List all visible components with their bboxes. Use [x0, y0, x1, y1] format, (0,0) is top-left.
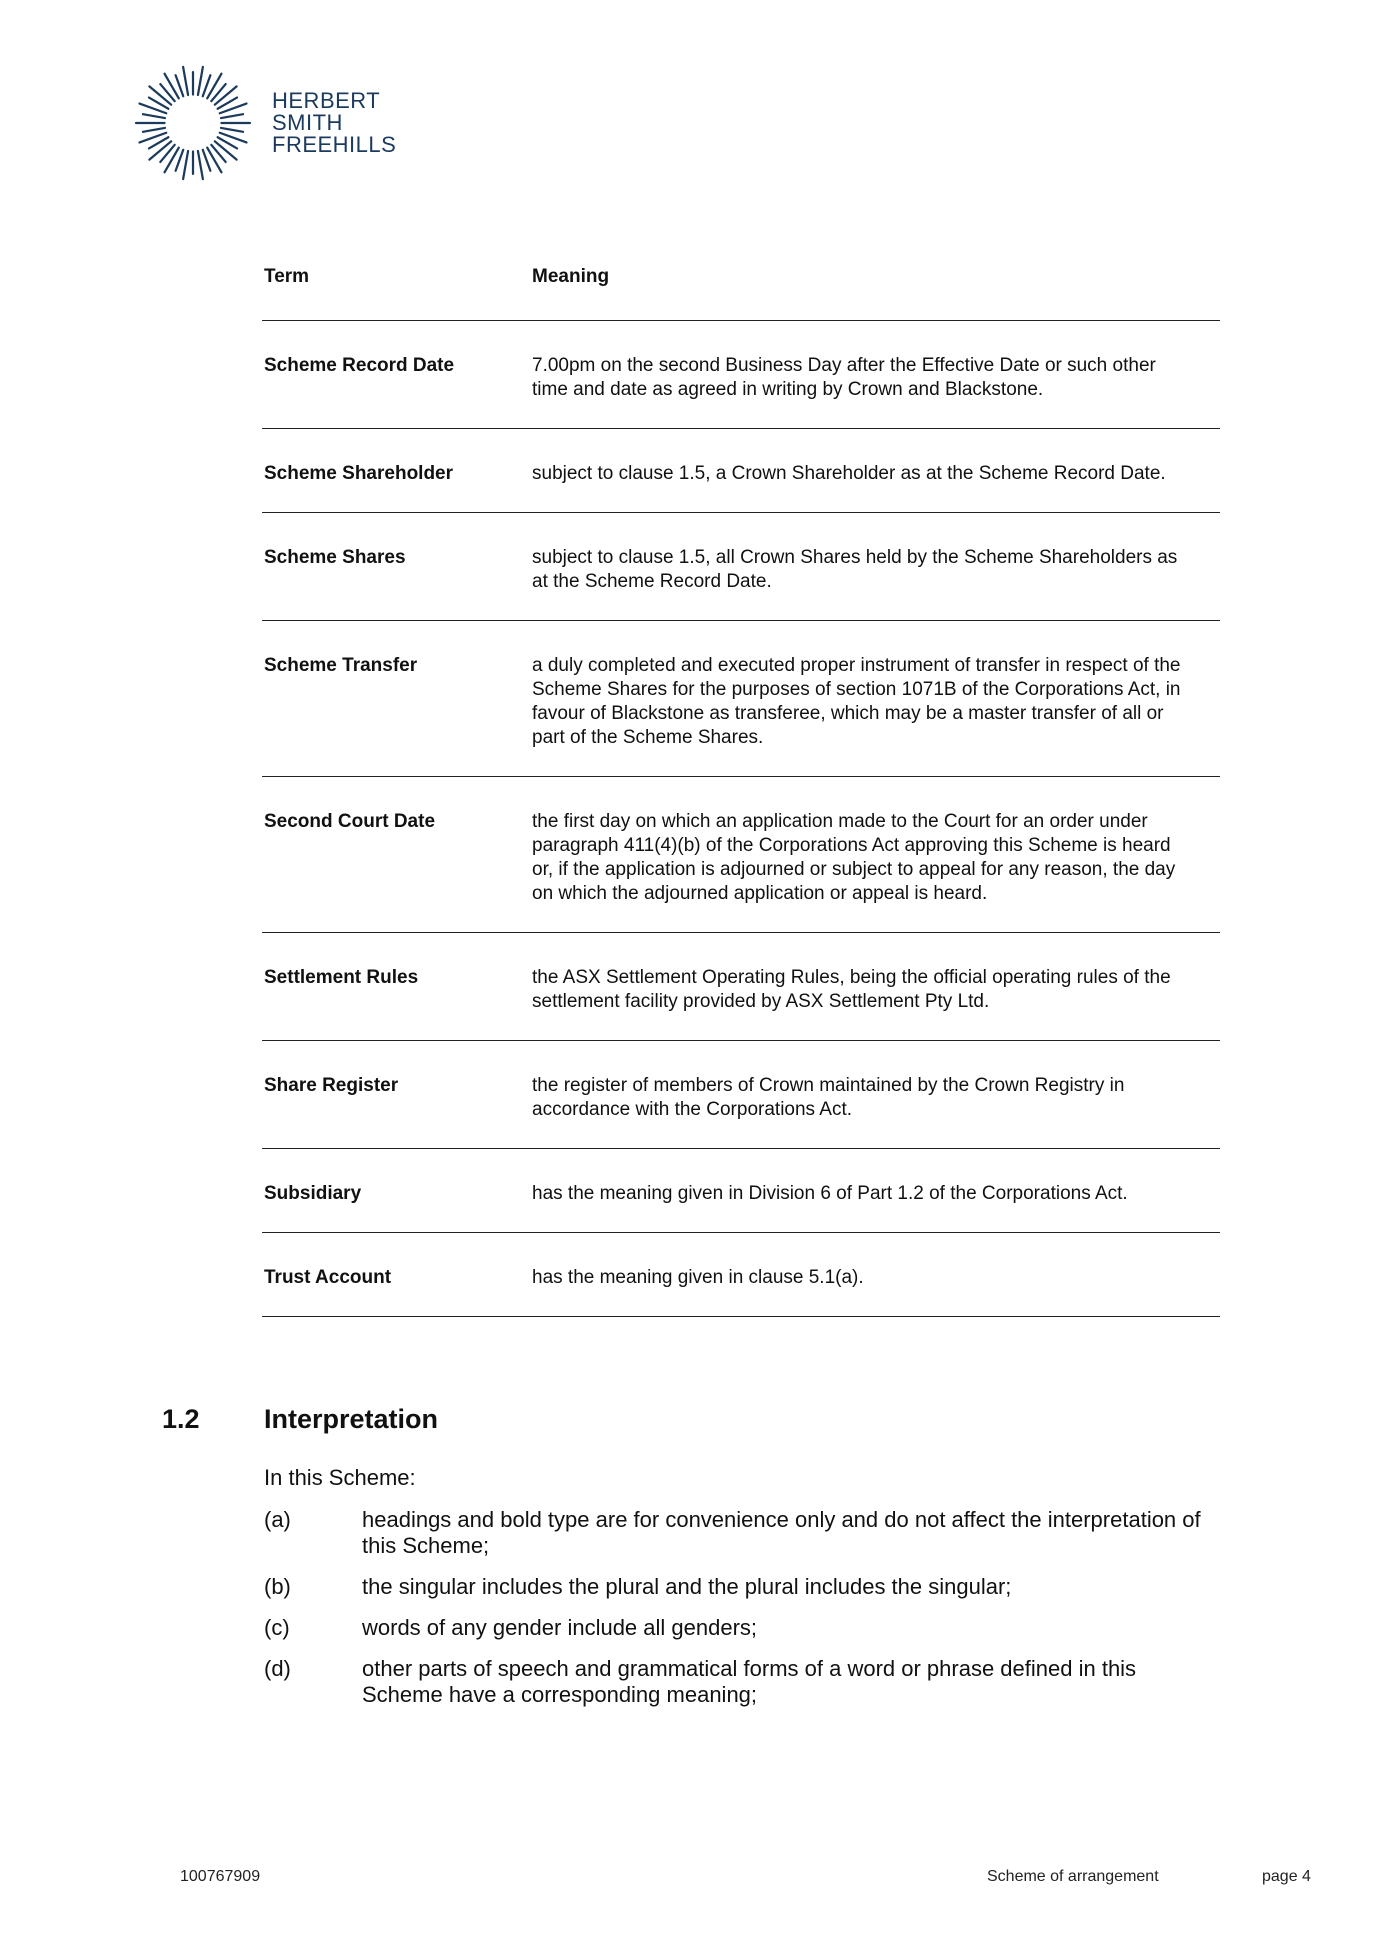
term-column-header: Term [262, 255, 528, 321]
definition-meaning: subject to clause 1.5, all Crown Shares held by the Scheme Shareholders as at the Scheme Record Date. [528, 513, 1220, 621]
definition-term: Scheme Shareholder [262, 429, 528, 513]
logo-ray [143, 128, 165, 132]
list-item [264, 1615, 1214, 1641]
list-marker: (b) [264, 1574, 291, 1599]
definition-term: Trust Account [262, 1233, 528, 1317]
definition-term: Scheme Record Date [262, 321, 528, 429]
definition-term: Settlement Rules [262, 933, 528, 1041]
table-header-row [262, 255, 1220, 321]
list-text: other parts of speech and grammatical forms of a word or phrase defined in this Scheme have a corresponding meaning; [362, 1656, 1137, 1707]
logo-ray [149, 141, 171, 159]
definition-meaning: has the meaning given in clause 5.1(a). [528, 1233, 1220, 1317]
logo-ray [221, 128, 243, 132]
sunburst-logo-icon [132, 62, 254, 184]
list-text: headings and bold type are for convenience only and do not affect the interpretation of this Scheme; [362, 1507, 1201, 1558]
footer-document-ref: 100767909 [180, 1868, 261, 1885]
list-marker: (d) [264, 1656, 291, 1681]
logo-ray [215, 86, 237, 104]
definition-term: Share Register [262, 1041, 528, 1149]
list-item [264, 1507, 1214, 1559]
logo-ray [149, 86, 171, 104]
table-row [262, 933, 1220, 1041]
meaning-column-header: Meaning [528, 255, 1220, 321]
definition-meaning: a duly completed and executed proper instrument of transfer in respect of the Scheme Shares for the purposes of section 1071B of the Corporations Act, in favour of Blackstone as transferee, which may be a master transfer of all or part of the Scheme Shares. [528, 621, 1220, 777]
logo-ray [198, 67, 203, 95]
section-heading: Interpretation [264, 1404, 439, 1434]
table-row [262, 621, 1220, 777]
table-row [262, 1149, 1220, 1233]
list-text: the singular includes the plural and the plural includes the singular; [362, 1574, 1012, 1599]
logo-ray [183, 151, 188, 179]
table-row [262, 321, 1220, 429]
table-row [262, 1041, 1220, 1149]
definition-term: Scheme Shares [262, 513, 528, 621]
interpretation-list [264, 1507, 1214, 1723]
definition-term: Scheme Transfer [262, 621, 528, 777]
section-intro: In this Scheme: [264, 1465, 416, 1490]
definition-term: Second Court Date [262, 777, 528, 933]
brand-line-2: SMITH [272, 110, 343, 135]
list-marker: (c) [264, 1615, 290, 1640]
list-item [264, 1574, 1214, 1600]
table-row [262, 1233, 1220, 1317]
logo-ray [221, 114, 243, 118]
definition-meaning: subject to clause 1.5, a Crown Shareholder as at the Scheme Record Date. [528, 429, 1220, 513]
logo-ray [143, 114, 165, 118]
definition-meaning: has the meaning given in Division 6 of Part 1.2 of the Corporations Act. [528, 1149, 1220, 1233]
definition-term: Subsidiary [262, 1149, 528, 1233]
definition-meaning: the ASX Settlement Operating Rules, being the official operating rules of the settlement facility provided by ASX Settlement Pty Ltd. [528, 933, 1220, 1041]
footer-document-title: Scheme of arrangement [987, 1868, 1159, 1885]
list-marker: (a) [264, 1507, 291, 1532]
footer-page-number: page 4 [1262, 1868, 1311, 1885]
logo-ray [198, 151, 203, 179]
logo-ray [215, 141, 237, 159]
definition-meaning: 7.00pm on the second Business Day after the Effective Date or such other time and date as agreed in writing by Crown and Blackstone. [528, 321, 1220, 429]
list-item [264, 1656, 1214, 1708]
brand-line-3: FREEHILLS [272, 132, 397, 157]
table-row [262, 513, 1220, 621]
table-row [262, 429, 1220, 513]
definitions-table [262, 255, 1220, 1317]
definition-meaning: the register of members of Crown maintained by the Crown Registry in accordance with the Corporations Act. [528, 1041, 1220, 1149]
table-row [262, 777, 1220, 933]
list-text: words of any gender include all genders; [362, 1615, 758, 1640]
logo-ray [183, 67, 188, 95]
section-number: 1.2 [162, 1404, 200, 1434]
brand-wordmark [272, 90, 396, 156]
definition-meaning: the first day on which an application made to the Court for an order under paragraph 411(4)(b) of the Corporations Act approving this Scheme is heard or, if the application is adjourned or subject to appeal for any reason, the day on which the adjourned application or appeal is heard. [528, 777, 1220, 933]
brand-line-1: HERBERT [272, 88, 381, 113]
